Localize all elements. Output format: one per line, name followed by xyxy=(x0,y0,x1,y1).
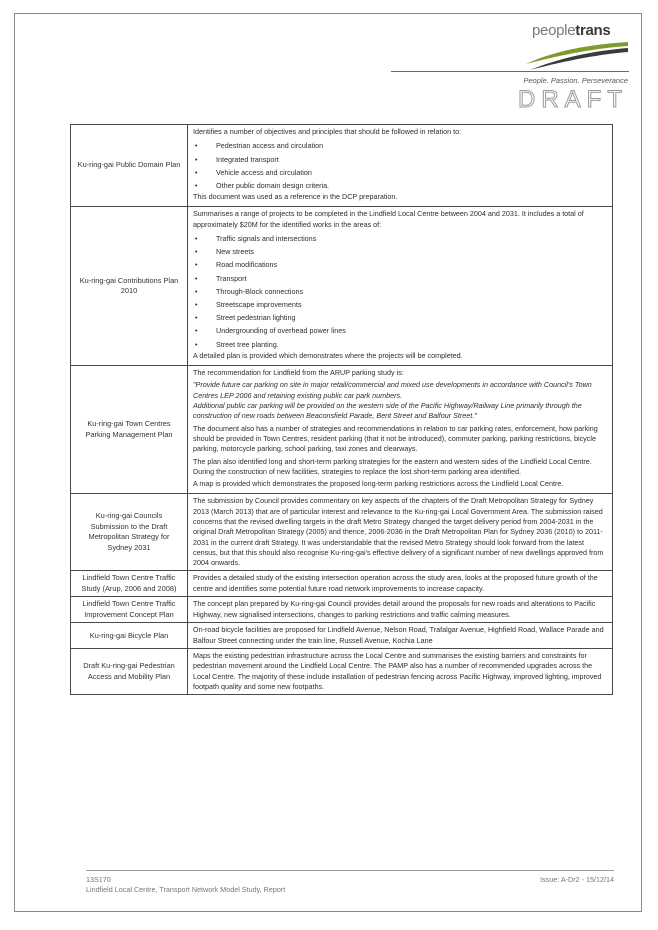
logo-wordmark xyxy=(532,22,610,39)
plan-name: Draft Ku-ring-gai Pedestrian Access and Mobility Plan xyxy=(71,649,188,695)
logo-suffix: trans xyxy=(575,22,611,39)
plan-description xyxy=(188,366,613,494)
table-row xyxy=(71,125,613,207)
table-row xyxy=(71,494,613,571)
table-row xyxy=(71,366,613,494)
plan-description xyxy=(188,649,613,695)
plan-name: Lindfield Town Centre Traffic Improvement Concept Plan xyxy=(71,597,188,623)
table-row xyxy=(71,649,613,695)
list-item: • Traffic signals and intersections xyxy=(193,232,607,245)
list-item: • Vehicle access and circulation xyxy=(193,166,607,179)
list-item: • Through-Block connections xyxy=(193,285,607,298)
plan-name: Lindfield Town Centre Traffic Study (Arup, 2006 and 2008) xyxy=(71,571,188,597)
list-item: • Other public domain design criteria. xyxy=(193,179,607,192)
list-item: • Street tree planting. xyxy=(193,338,607,351)
issue-label: Issue: A-Dr2 - 15/12/14 xyxy=(540,875,614,884)
description-text: The plan also identified long and short-term parking strategies for the eastern and western sides of the Lindfield Local Centre. During the construction of new facilities, strategies to replace the lost short-term parking area identified. xyxy=(193,456,592,476)
list-item: • Undergrounding of overhead power lines xyxy=(193,324,607,337)
list-item: • New streets xyxy=(193,245,607,258)
list-item: • Integrated transport xyxy=(193,153,607,166)
plan-name: Ku-ring-gai Bicycle Plan xyxy=(71,623,188,649)
bullet-list xyxy=(193,139,607,192)
description-text: Identifies a number of objectives and principles that should be followed in relation to: xyxy=(193,127,462,136)
plans-table xyxy=(70,124,613,695)
footer-rule xyxy=(86,870,614,871)
plan-description xyxy=(188,125,613,207)
table-row xyxy=(71,623,613,649)
bullet-list xyxy=(193,232,607,351)
description-text: Summarises a range of projects to be completed in the Lindfield Local Centre between 2004 and 2031. It includes a total of approximately $20M for the identified works in the areas of: xyxy=(193,209,584,229)
table-row xyxy=(71,597,613,623)
description-text: On-road bicycle facilities are proposed for Lindfield Avenue, Nelson Road, Trafalgar Avenue, Highfield Road, Wallace Parade and Balfour Street connecting under the train line, Russell Avenue, Kochia Lane xyxy=(193,625,604,645)
peopletrans-logo xyxy=(520,22,630,72)
quote-text: Additional public car parking will be provided on the western side of the Pacific Highway/Railway Line primarily through the construction of new roads between Beaconsfield Parade, Bent Street and Balfour Street." xyxy=(193,401,582,421)
description-text: The concept plan prepared by Ku-ring-gai Council provides detail around the proposals for new roads and alterations to Pacific Highway, new signalised intersections, changes to parking restrictions and traffic calming measures. xyxy=(193,599,596,619)
description-text: The recommendation for Lindfield from the ARUP parking study is: xyxy=(193,368,404,378)
description-text: This document was used as a reference in the DCP preparation. xyxy=(193,192,398,202)
description-text: Maps the existing pedestrian infrastructure across the Local Centre and summarises the existing barriers and constraints for pedestrian movement around the Lindfield Local Centre. The PAMP also has a number of recommended upgrades across the Local Centre. The majority of these include installation of pedestrian fencing across Pacific Highway, improved lighting, improved footpath quality and some new footpaths. xyxy=(193,651,602,691)
draft-watermark: DRAFT xyxy=(518,86,628,113)
plan-description xyxy=(188,597,613,623)
project-code: 13S170 xyxy=(86,875,111,884)
description-text: The submission by Council provides commentary on key aspects of the chapters of the Draft Metropolitan Strategy for Sydney 2013 (March 2013) that are of particular interest and relevance to the Ku-ring-gai Local Government Area. The submission raised concerns that the revised dwelling targets in the draft Metro Strategy changed the target delivery period from 2004-2031 in the original Draft Metropolitan Strategy (2005) and thence, 2006-2036 in the Draft Metropolitan Plan for Sydney 2036 (2010) to 2011-2031 in the current draft Strategy. It was understandable that the revised Metro Strategy should look forward from the latest census, but that this should also recognise Ku-ring-gai's effective delivery of a significant number of new dwellings approved from 2004 onwards. xyxy=(193,496,604,568)
plan-description xyxy=(188,623,613,649)
plan-name: Ku-ring-gai Town Centres Parking Management Plan xyxy=(71,366,188,494)
description-text: A map is provided which demonstrates the proposed long-term parking restrictions across the Lindfield Local Centre. xyxy=(193,479,564,489)
logo-prefix: people xyxy=(532,22,576,39)
list-item: • Road modifications xyxy=(193,258,607,271)
description-text: Provides a detailed study of the existing intersection operation across the study area, looks at the proposed future growth of the centre and identifies some potential future road network improvements to increase capacity. xyxy=(193,573,598,593)
header-rule xyxy=(391,71,629,72)
table-row xyxy=(71,207,613,366)
plan-description xyxy=(188,571,613,597)
list-item: • Streetscape improvements xyxy=(193,298,607,311)
list-item: • Street pedestrian lighting xyxy=(193,311,607,324)
tagline: People. Passion. Perseverance xyxy=(523,76,628,85)
plan-name: Ku-ring-gai Public Domain Plan xyxy=(71,125,188,207)
list-item: • Transport xyxy=(193,272,607,285)
plan-name: Ku-ring-gai Contributions Plan 2010 xyxy=(71,207,188,366)
plan-description xyxy=(188,207,613,366)
logo-swoosh-icon xyxy=(520,40,630,72)
plan-name: Ku-ring-gai Councils Submission to the Draft Metropolitan Strategy for Sydney 2031 xyxy=(71,494,188,571)
plan-description xyxy=(188,494,613,571)
quote-text: "Provide future car parking on site in major retail/commercial and mixed use developments in accordance with Council's Town Centres LEP 2006 and retaining existing public car park numbers. xyxy=(193,380,592,400)
report-title: Lindfield Local Centre, Transport Network Model Study, Report xyxy=(86,885,286,894)
table-row xyxy=(71,571,613,597)
description-text: The document also has a number of strategies and recommendations in relation to car parking rates, enforcement, how parking should be provided in Town Centres, resident parking (that it not be introduced), commuter parking, parking restrictions, bicycle parking, motorcycle parking, school parking, taxi zones and clearways. xyxy=(193,423,598,454)
description-text: A detailed plan is provided which demonstrates where the projects will be completed. xyxy=(193,350,463,360)
list-item: • Pedestrian access and circulation xyxy=(193,139,607,152)
footer-left xyxy=(86,875,285,895)
